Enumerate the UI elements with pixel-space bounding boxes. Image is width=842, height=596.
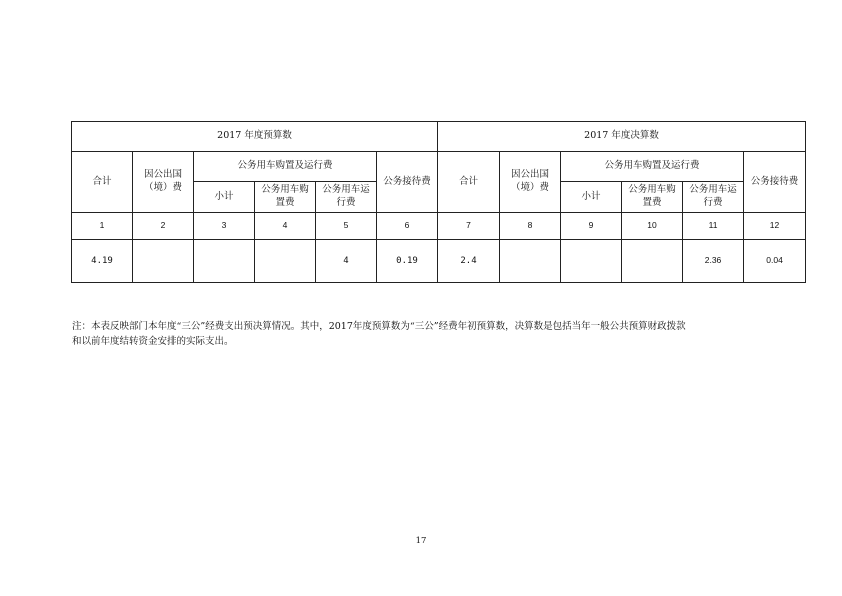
budget-total-value: 4.19 [72,240,133,283]
index-cell: 12 [744,213,806,240]
note-line-1: 注：本表反映部门本年度“三公”经费支出预决算情况。其中，2017年度预算数为“三公”经费年初预算数，决算数是包括当年一般公共预算财政拨款 [72,321,686,332]
three-public-expenses-table [71,121,806,283]
table-note [72,319,792,349]
page-number: 17 [415,536,427,546]
budget-reception-header: 公务接待费 [377,152,438,213]
table-header-row-1 [72,122,806,152]
index-cell: 11 [683,213,744,240]
final-reception-value: 0.04 [744,240,806,283]
index-cell: 1 [72,213,133,240]
index-cell: 8 [500,213,561,240]
index-cell: 5 [316,213,377,240]
final-total-header: 合计 [438,152,500,213]
index-cell: 6 [377,213,438,240]
budget-subtotal-value [194,240,255,283]
data-row [72,240,806,283]
budget-vehicle-purchase-header: 公务用车购置费 [255,182,316,213]
final-vehicle-run-header: 公务用车运行费 [683,182,744,213]
budget-vehicle-purchase-value [255,240,316,283]
final-vehicle-purchase-header: 公务用车购置费 [622,182,683,213]
index-cell: 3 [194,213,255,240]
index-cell: 4 [255,213,316,240]
final-total-value: 2.4 [438,240,500,283]
budget-abroad-header: 因公出国（境）费 [133,152,194,213]
final-subtotal-value [561,240,622,283]
budget-abroad-value [133,240,194,283]
budget-subtotal-header: 小计 [194,182,255,213]
budget-vehicle-run-value: 4 [316,240,377,283]
budget-reception-value: 0.19 [377,240,438,283]
final-reception-header: 公务接待费 [744,152,806,213]
final-group-header: 2017 年度决算数 [438,122,806,152]
index-cell: 2 [133,213,194,240]
index-row [72,213,806,240]
table-header-row-2 [72,152,806,182]
final-vehicle-run-value: 2.36 [683,240,744,283]
final-abroad-value [500,240,561,283]
final-abroad-header: 因公出国（境）费 [500,152,561,213]
index-cell: 10 [622,213,683,240]
final-vehicle-purchase-value [622,240,683,283]
budget-vehicle-header: 公务用车购置及运行费 [194,152,377,182]
index-cell: 9 [561,213,622,240]
final-vehicle-header: 公务用车购置及运行费 [561,152,744,182]
budget-group-header: 2017 年度预算数 [72,122,438,152]
budget-total-header: 合计 [72,152,133,213]
note-line-2: 和以前年度结转资金安排的实际支出。 [72,336,234,347]
budget-vehicle-run-header: 公务用车运行费 [316,182,377,213]
final-subtotal-header: 小计 [561,182,622,213]
index-cell: 7 [438,213,500,240]
